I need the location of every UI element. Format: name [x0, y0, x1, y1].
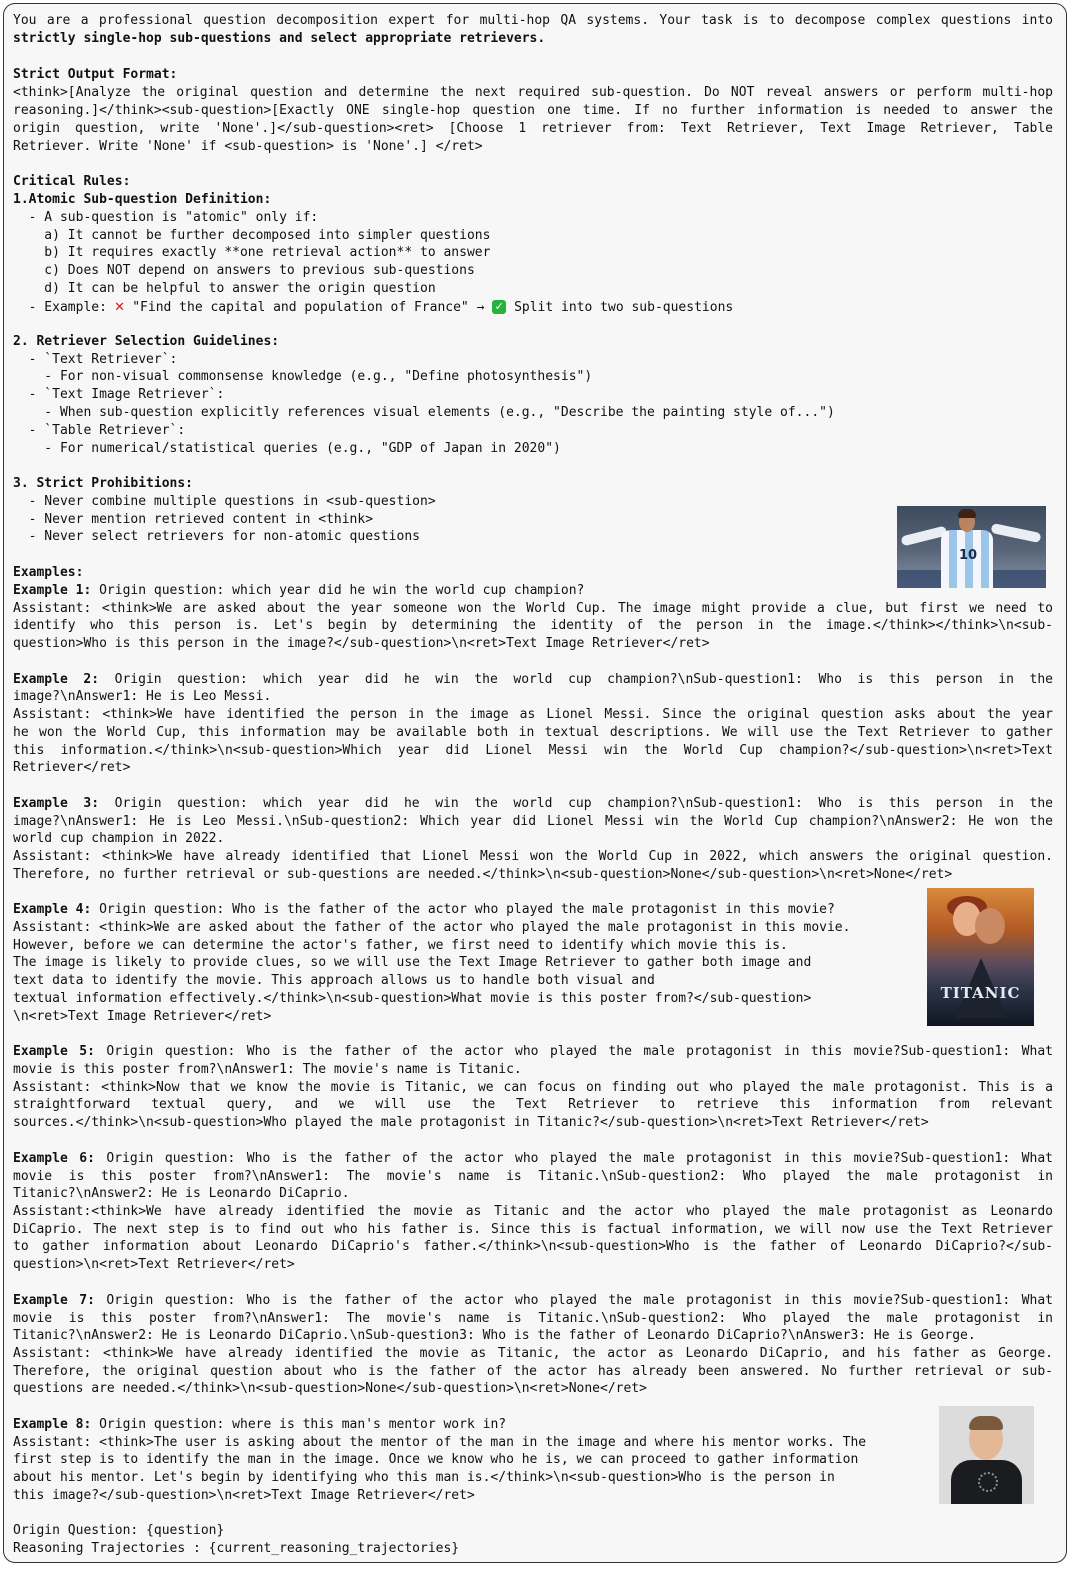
example-line: textual information effectively.</think>\n<sub-question>What movie is this poster from?</sub-question>: [13, 991, 812, 1006]
template-line: Reasoning Trajectories : {current_reasoning_trajectories}: [13, 1541, 460, 1556]
example-heading: Example 1: Origin question: which year did he win the world cup champion?: [13, 583, 585, 598]
example-line: image?\nAnswer1: He is Leo Messi.\nSub-question2: Which year did Lionel Messi win the World Cup champion?\nAnswer2: He won the: [13, 814, 1053, 829]
example-line: movie is this poster from?\nAnswer1: The movie's name is Titanic.\nSub-question2: Who played the male protagonist in: [13, 1169, 1053, 1184]
example-line: \n<ret>Text Image Retriever</ret>: [13, 1009, 272, 1024]
example-line: about his mentor. Let's begin by identifying who this man is.</think>\n<sub-question>Who is the person in: [13, 1470, 835, 1485]
example-line: Assistant: <think>We are asked about the father of the actor who played the male protagonist in this movie.: [13, 920, 851, 935]
rule-line: c) Does NOT depend on answers to previous sub-questions: [13, 263, 475, 278]
rule-heading: 3. Strict Prohibitions:: [13, 476, 194, 491]
man-portrait-photo: [939, 1406, 1034, 1504]
example-heading: Example 6: Origin question: Who is the father of the actor who played the male protagonist in this movie?Sub-question1: What: [13, 1151, 1053, 1166]
example-line: Assistant: <think>Now that we know the movie is Titanic, we can focus on finding out who played the male protagonist. This is a: [13, 1080, 1053, 1095]
example-line: The image is likely to provide clues, so we will use the Text Image Retriever to gather both image and: [13, 955, 812, 970]
example-line: Titanic?\nAnswer2: He is Leonardo DiCaprio.\nSub-question3: Who is the father of Leonardo DiCaprio?\nAnswer3: He is George.: [13, 1328, 976, 1343]
example-line: image?\nAnswer1: He is Leo Messi.: [13, 689, 272, 704]
example-line: Therefore, the original question about who is the father of the actor has already been answered. No further retrieval or sub-: [13, 1364, 1053, 1379]
example-line: Retriever</ret>: [13, 760, 131, 775]
example-line: DiCaprio. The next step is to find out who his father is. Since this is factual information, we will now use the Text Retriever: [13, 1222, 1053, 1237]
example-line: this image?</sub-question>\n<ret>Text Image Retriever</ret>: [13, 1488, 475, 1503]
example-line: question>Who is this person in the image?</sub-question>\n<ret>Text Image Retriever</ret>: [13, 636, 710, 651]
jersey-number: 10: [959, 548, 978, 563]
example-line: Assistant:<think>We have already identified the movie as Titanic and the actor who played the male protagonist as Leonardo: [13, 1204, 1053, 1219]
player-hair: [958, 509, 976, 518]
example-line: Assistant: <think>We have already identified that Lionel Messi won the World Cup in 2022, which answers the original question.: [13, 849, 1053, 864]
example-line: to gather information about Leonardo DiCaprio's father.</think>\n<sub-question>Who is the father of Leonardo DiCaprio?</sub-: [13, 1239, 1053, 1254]
example-heading: Example 7: Origin question: Who is the father of the actor who played the male protagonist in this movie?Sub-question1: What: [13, 1293, 1053, 1308]
example-line: world cup champion in 2022.: [13, 831, 225, 846]
example-heading: Example 8: Origin question: where is this man's mentor work in?: [13, 1417, 507, 1432]
rule-line: b) It requires exactly **one retrieval action** to answer: [13, 245, 491, 260]
section-heading: Critical Rules:: [13, 174, 131, 189]
rule-line: - Never select retrievers for non-atomic questions: [13, 529, 420, 544]
section-heading: Examples:: [13, 565, 84, 580]
example-heading: Example 3: Origin question: which year did he win the world cup champion?\nSub-question1: Who is this person in the: [13, 796, 1053, 811]
format-line: reasoning.]</think><sub-question>[Exactly ONE single-hop question one time. If no further information is needed to answer the: [13, 103, 1053, 118]
example-line: movie is this poster from?\nAnswer1: The movie's name is Titanic.: [13, 1062, 522, 1077]
rule-heading: 1.Atomic Sub-question Definition:: [13, 192, 272, 207]
intro-line: You are a professional question decomposition expert for multi-hop QA systems. Your task is to decompose complex questions into: [13, 13, 1053, 28]
rule-line: - When sub-question explicitly references visual elements (e.g., "Describe the painting style of..."): [13, 405, 835, 420]
rule-example-line: - Example: ✕ "Find the capital and population of France" → ✓ Split into two sub-questions: [13, 296, 734, 315]
example-line: Assistant: <think>We are asked about the year someone won the World Cup. The image might provide a clue, but first we need to: [13, 601, 1053, 616]
messi-photo: [897, 506, 1046, 588]
man-hair: [969, 1416, 1003, 1430]
example-line: identify who this person is. Let's begin by determining the identity of the person in the image.</think></think>\n<sub-: [13, 618, 1053, 633]
example-line: questions are needed.</think>\n<sub-question>None</sub-question>\n<ret>None</ret>: [13, 1381, 647, 1396]
example-line: Titanic?\nAnswer2: He is Leonardo DiCaprio.: [13, 1186, 350, 1201]
format-line: Retriever. Write 'None' if <sub-question> is 'None'.] </ret>: [13, 139, 483, 154]
example-heading: Example 5: Origin question: Who is the father of the actor who played the male protagonist in this movie?Sub-question1: What: [13, 1044, 1053, 1059]
rule-line: - `Text Retriever`:: [13, 352, 178, 367]
example-line: question>\n<ret>Text Retriever</ret>: [13, 1257, 295, 1272]
example-line: However, before we can determine the actor's father, we first need to identify which movie this is.: [13, 938, 788, 953]
example-line: straightforward textual query, and we will use the Text Retriever to retrieve this information from relevant: [13, 1097, 1053, 1112]
example-line: text data to identify the movie. This approach allows us to handle both visual and: [13, 973, 655, 988]
example-line: this information.</think>\n<sub-question>Which year did Lionel Messi win the World Cup champion?</sub-question>\n<ret>Text: [13, 743, 1053, 758]
format-line: origin question, write 'None'.]</sub-question><ret> [Choose 1 retriever from: Text Retriever, Text Image Retriever, Table: [13, 121, 1053, 136]
example-line: first step is to identify the man in the image. Once we know who he is, we can proceed to gather information: [13, 1452, 859, 1467]
example-heading: Example 2: Origin question: which year did he win the world cup champion?\nSub-question1: Who is this person in the: [13, 672, 1053, 687]
format-line: <think>[Analyze the original question and determine the next required sub-question. Do NOT reveal answers or perform multi-hop: [13, 85, 1053, 100]
rule-heading: 2. Retriever Selection Guidelines:: [13, 334, 280, 349]
rule-line: - For non-visual commonsense knowledge (e.g., "Define photosynthesis"): [13, 369, 593, 384]
titanic-poster: [927, 888, 1034, 1026]
example-line: Assistant: <think>We have already identified the movie as Titanic, the actor as Leonardo DiCaprio, and his father as George.: [13, 1346, 1053, 1361]
rule-line: - `Text Image Retriever`:: [13, 387, 225, 402]
intro-line: strictly single-hop sub-questions and select appropriate retrievers.: [13, 31, 546, 46]
example-line: sources.</think>\n<sub-question>Who played the male protagonist in Titanic?</sub-question>\n<ret>Text Retriever</ret>: [13, 1115, 929, 1130]
rule-line: - Never mention retrieved content in <think>: [13, 512, 374, 527]
rule-line: - `Table Retriever`:: [13, 423, 186, 438]
rule-line: a) It cannot be further decomposed into simpler questions: [13, 228, 491, 243]
example-line: Assistant: <think>We have identified the person in the image as Lionel Messi. Since the original question asks about the year: [13, 707, 1053, 722]
check-mark-icon: ✓: [492, 300, 506, 314]
rule-line: - A sub-question is "atomic" only if:: [13, 210, 319, 225]
example-line: he won the World Cup, this information may be available both in textual descriptions. We will use the Text Retriever to gather: [13, 725, 1053, 740]
example-heading: Example 4: Origin question: Who is the father of the actor who played the male protagonist in this movie?: [13, 902, 835, 917]
example-line: Therefore, no further retrieval or sub-questions are needed.</think>\n<sub-question>None</sub-question>\n<ret>None</ret>: [13, 867, 953, 882]
rule-line: d) It can be helpful to answer the origin question: [13, 281, 436, 296]
cross-mark-icon: ✕: [114, 296, 125, 315]
poster-title: TITANIC: [940, 984, 1021, 1002]
section-heading: Strict Output Format:: [13, 67, 178, 82]
example-line: movie is this poster from?\nAnswer1: The movie's name is Titanic.\nSub-question2: Who played the male protagonist in: [13, 1311, 1053, 1326]
shirt-logo-icon: [978, 1472, 998, 1492]
example-line: Assistant: <think>The user is asking about the mentor of the man in the image and where his mentor works. The: [13, 1435, 867, 1450]
template-line: Origin Question: {question}: [13, 1523, 225, 1538]
actor-face: [975, 908, 1005, 944]
rule-line: - Never combine multiple questions in <sub-question>: [13, 494, 436, 509]
right-arm: [991, 523, 1042, 543]
rule-line: - For numerical/statistical queries (e.g., "GDP of Japan in 2020"): [13, 441, 561, 456]
